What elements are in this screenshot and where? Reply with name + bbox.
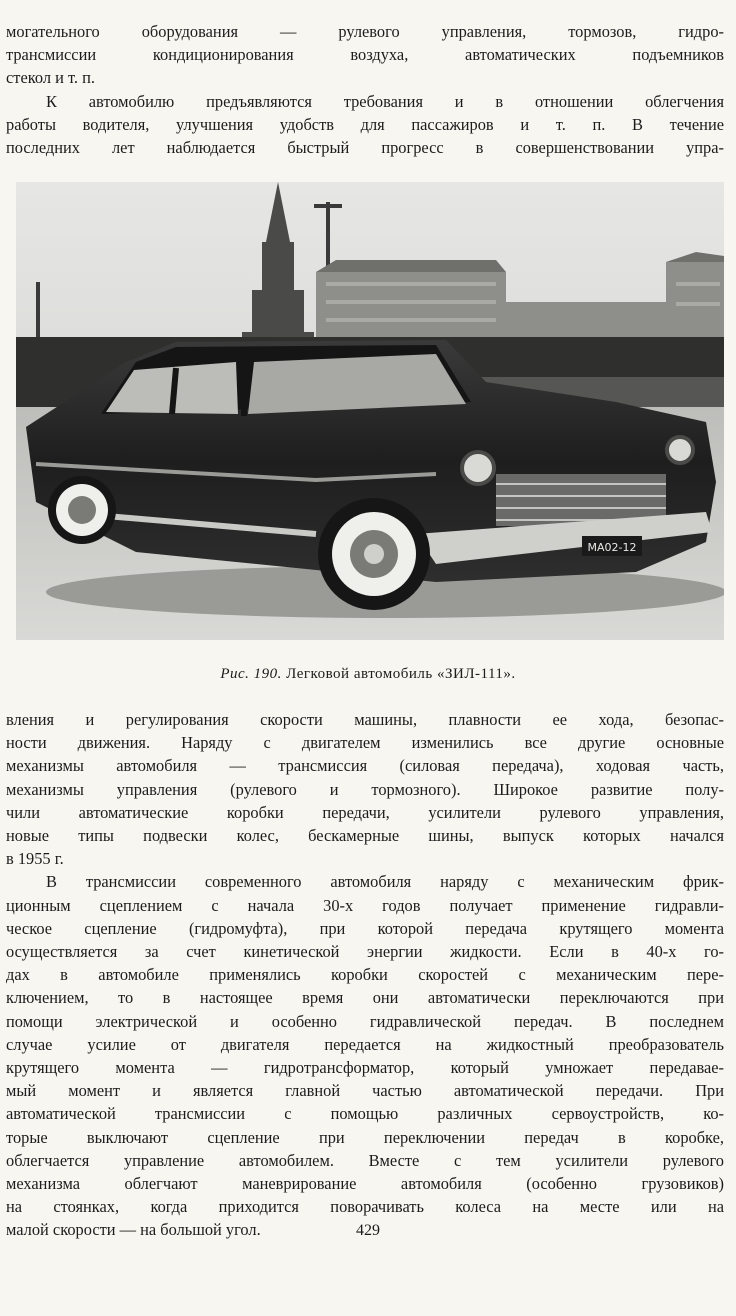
front-wheel <box>318 498 430 610</box>
text-line: малой скорости — на большой угол. <box>6 1220 261 1240</box>
text-line: в 1955 г. <box>6 849 64 869</box>
text-line: работы водителя, улучшения удобств для пассажиров и т. п. В течение <box>6 114 724 134</box>
text-line: механизмы автомобиля — трансмиссия (силовая передача), ходовая часть, <box>6 756 724 776</box>
text-line: новые типы подвески колес, бескамерные шины, выпуск которых начался <box>6 826 724 846</box>
figure-caption-label: Рис. 190. <box>220 666 282 682</box>
figure-caption <box>0 666 736 683</box>
text-line: последних лет наблюдается быстрый прогресс в совершенствовании упра- <box>6 138 724 158</box>
body-text-block <box>6 708 724 1242</box>
car-photo <box>16 182 724 640</box>
text-line: механизмы управления (рулевого и тормозного). Широкое развитие полу- <box>6 779 724 799</box>
text-line: случае усилие от двигателя передается на жидкостный преобразователь <box>6 1034 724 1054</box>
text-line: помощи электрической и особенно гидравлической передач. В последнем <box>6 1011 724 1031</box>
text-line: ческое сцепление (гидромуфта), при которой передача крутящего момента <box>6 918 724 938</box>
text-line: на стоянках, когда приходится поворачивать колеса на месте или на <box>6 1197 724 1217</box>
figure-caption-text: Легковой автомобиль «ЗИЛ-111». <box>286 666 516 682</box>
text-line: автоматической трансмиссии с помощью различных сервоустройств, ко- <box>6 1104 724 1124</box>
top-text-block <box>6 20 724 159</box>
text-line: ционным сцеплением с начала 30-х годов получает применение гидравли- <box>6 895 724 915</box>
text-line: осуществляется за счет кинетической энергии жидкости. Если в 40-х го- <box>6 942 724 962</box>
text-line: В трансмиссии современного автомобиля наряду с механическим фрик- <box>46 872 724 892</box>
text-line: механизма облегчают маневрирование автомобиля (особенно грузовиков) <box>6 1174 724 1194</box>
text-line: могательного оборудования — рулевого управления, тормозов, гидро- <box>6 22 724 41</box>
rear-wheel <box>48 476 116 544</box>
text-line: облегчается управление автомобилем. Вместе с тем усилители рулевого <box>6 1150 724 1170</box>
text-line: вления и регулирования скорости машины, плавности ее хода, безопас- <box>6 710 724 729</box>
text-line: крутящего момента — гидротрансформатор, который умножает передавае- <box>6 1058 724 1078</box>
page-number: 429 <box>356 1222 380 1239</box>
text-line: ключением, то в настоящее время они автоматически переключаются при <box>6 988 724 1008</box>
text-line: стекол и т. п. <box>6 68 95 88</box>
text-line: торые выключают сцепление при переключении передач в коробке, <box>6 1127 724 1147</box>
text-line: чили автоматические коробки передачи, усилители рулевого управления, <box>6 802 724 822</box>
text-line: дах в автомобиле применялись коробки скоростей с механическим пере- <box>6 965 724 985</box>
license-plate: МА02-12 <box>587 541 637 554</box>
text-line: мый момент и является главной частью автоматической передачи. При <box>6 1081 724 1101</box>
text-line: ности движения. Наряду с двигателем изменились все другие основные <box>6 733 724 753</box>
text-line: трансмиссии кондиционирования воздуха, автоматических подъемников <box>6 45 724 65</box>
text-line: К автомобилю предъявляются требования и в отношении облегчения <box>46 91 724 111</box>
